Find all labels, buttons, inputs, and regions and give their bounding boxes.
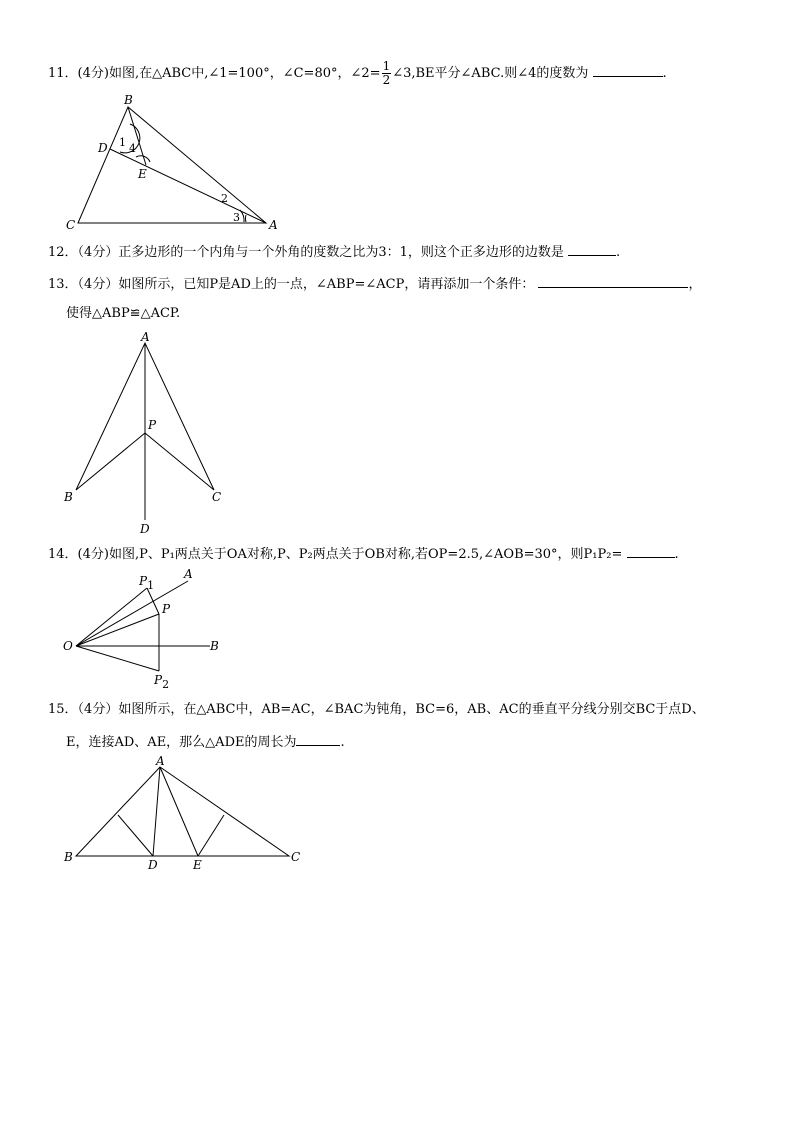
- figure-q13: [60, 330, 240, 540]
- segment-op: [76, 614, 159, 646]
- label-B: B: [64, 850, 73, 864]
- segment-op1: [76, 588, 147, 646]
- q14-end: .: [674, 547, 679, 562]
- label-B: B: [64, 490, 73, 504]
- label-O: O: [63, 639, 73, 653]
- label-C: C: [212, 490, 222, 504]
- label-A: A: [141, 330, 150, 344]
- label-angle-2: 2: [221, 192, 228, 205]
- figure-q15: [60, 755, 310, 875]
- label-P: P: [148, 418, 157, 432]
- label-E: E: [193, 858, 202, 872]
- q11-end: .: [662, 66, 667, 81]
- question-15: [48, 701, 748, 719]
- q11-answer-blank[interactable]: [593, 64, 663, 77]
- label-P: P: [162, 602, 171, 616]
- question-13: [48, 275, 748, 294]
- q15-text: 15．（4分）如图所示，在△ABC中，AB=AC，∠BAC为钝角，BC=6，AB、AC的垂直平分线分别交BC于点D、: [48, 702, 705, 717]
- q12-text: 12．（4分）正多边形的一个内角与一个外角的度数之比为3：1，则这个正多边形的边数是: [48, 245, 564, 260]
- q15-line2-end: .: [340, 735, 345, 750]
- angle-3-arc: [245, 215, 246, 222]
- label-angle-4: 4: [129, 142, 136, 155]
- label-B: B: [210, 639, 219, 653]
- question-12: [48, 243, 748, 262]
- q13-answer-blank[interactable]: [538, 275, 688, 288]
- q11-suffix: ∠3,BE平分∠ABC.则∠4的度数为: [392, 66, 589, 81]
- segment-op2: [76, 646, 159, 671]
- perp-bisector-ab: [118, 815, 153, 856]
- label-P1-letter: P: [139, 574, 148, 588]
- label-P2: [153, 673, 169, 691]
- question-13-line2: 使得△ABP≌△ACP.: [66, 306, 181, 321]
- label-D: D: [148, 858, 158, 872]
- q13-text: 13．（4分）如图所示，已知P是AD上的一点，∠ABP=∠ACP，请再添加一个条件：: [48, 277, 535, 292]
- fraction-numerator: 1: [382, 59, 391, 73]
- label-angle-3: 3: [233, 211, 240, 224]
- label-B: B: [124, 93, 133, 107]
- question-15-line2: [66, 733, 345, 752]
- label-angle-1: 1: [119, 136, 126, 149]
- q13-end: ，: [688, 277, 702, 292]
- q12-end: .: [616, 245, 621, 260]
- label-P2-letter: P: [154, 673, 163, 687]
- segment-ad: [153, 767, 160, 856]
- label-A: A: [156, 754, 165, 768]
- label-A: A: [269, 218, 278, 232]
- triangle-abc: [78, 107, 266, 223]
- q14-answer-blank[interactable]: [627, 545, 675, 558]
- label-C: C: [291, 850, 301, 864]
- label-C: C: [66, 218, 76, 232]
- triangle-abc: [76, 767, 289, 856]
- label-D: D: [140, 522, 150, 536]
- label-E: E: [138, 167, 147, 181]
- fraction-denominator: 2: [382, 73, 391, 87]
- q14-text: 14．(4分)如图,P、P₁两点关于OA对称,P、P₂两点关于OB对称,若OP=2.5,∠AOB=30°，则P₁P₂=: [48, 547, 623, 562]
- q12-answer-blank[interactable]: [568, 243, 616, 256]
- fraction-one-half: [382, 60, 392, 87]
- ray-oa: [76, 581, 188, 646]
- q11-prefix: 11．(4分)如图,在△ABC中,∠1=100°，∠C=80°，∠2=: [48, 66, 381, 81]
- q15-answer-blank[interactable]: [296, 733, 340, 746]
- perp-bisector-ac: [198, 815, 224, 856]
- figure-q11: [60, 92, 290, 232]
- question-11: [48, 60, 748, 87]
- segment-da: [110, 149, 266, 223]
- figure-q14: [60, 565, 230, 695]
- q15-line2-prefix: E，连接AD、AE，那么△ADE的周长为: [66, 735, 297, 750]
- label-D: D: [98, 141, 108, 155]
- label-P1-subscript: 1: [147, 579, 155, 592]
- question-14: [48, 545, 748, 564]
- label-A: A: [184, 567, 193, 581]
- label-P2-subscript: 2: [162, 678, 170, 691]
